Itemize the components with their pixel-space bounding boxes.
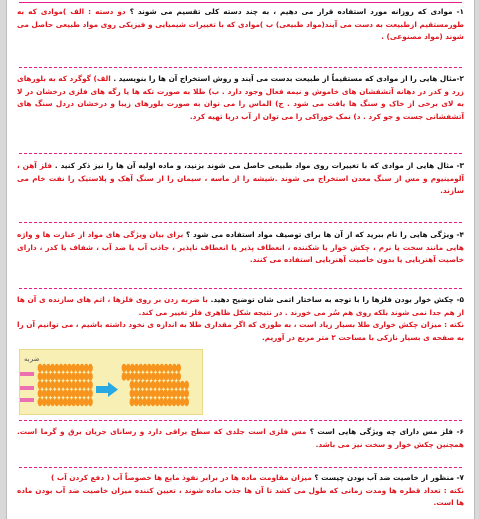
atom bbox=[54, 389, 59, 397]
atom bbox=[155, 398, 160, 406]
atom bbox=[75, 364, 80, 372]
atom bbox=[71, 398, 76, 406]
question-6 bbox=[17, 426, 464, 451]
question-2-text: ۲-مثال هایی را از موادی که مستقیماً از طبیعت بدست می آیند و روش استخراج آن ها را بنویسید . bbox=[110, 74, 464, 83]
atom bbox=[126, 372, 131, 380]
atom bbox=[180, 398, 185, 406]
atom bbox=[172, 398, 177, 406]
atom bbox=[138, 381, 143, 389]
answer-4-text: برای بیان ویژگی های مواد از عبارت ها و واژه هایی مانند سخت یا نرم ، چکش خوار یا شکننده ، انعطاف پذیر یا انعطاف ناپذیر ، جاذب آب یا ضد آب ، شفاف یا کدر ، دارای خاصیت آهنربایی یا بدون خاصیت آهنربایی استفاده می کنند. bbox=[17, 230, 464, 265]
divider bbox=[19, 153, 462, 154]
atom bbox=[59, 389, 64, 397]
atom bbox=[134, 364, 139, 372]
atom bbox=[151, 381, 156, 389]
atom bbox=[75, 398, 80, 406]
atom bbox=[80, 389, 85, 397]
atom bbox=[138, 364, 143, 372]
answer-7-text: میزان مقاومت ماده ها در برابر نفوذ مایع ها خصوصاً آب ( دفع کردن آب ) bbox=[51, 473, 312, 482]
atom bbox=[138, 389, 143, 397]
atom bbox=[167, 389, 172, 397]
answer-7-note: نکته : تعداد قطره ها ومدت زمانی که طول می کشد تا آن ها جذب ماده شوند ، تعیین کننده میزان خاصیت ضد آب بودن ماده ها است. bbox=[17, 485, 464, 508]
atom bbox=[151, 389, 156, 397]
atom bbox=[159, 364, 164, 372]
atom bbox=[130, 364, 135, 372]
atom bbox=[38, 389, 43, 397]
atom bbox=[38, 398, 43, 406]
atom bbox=[63, 364, 68, 372]
atom bbox=[184, 389, 189, 397]
atom bbox=[42, 389, 47, 397]
atom bbox=[59, 398, 64, 406]
question-3 bbox=[17, 160, 464, 198]
atom bbox=[172, 372, 177, 380]
atom bbox=[134, 372, 139, 380]
atom bbox=[71, 364, 76, 372]
atom bbox=[168, 364, 173, 372]
atom bbox=[164, 372, 169, 380]
atom bbox=[163, 381, 168, 389]
atom bbox=[50, 381, 55, 389]
atom bbox=[63, 381, 68, 389]
atom bbox=[138, 372, 143, 380]
atom bbox=[38, 381, 43, 389]
atom bbox=[176, 381, 181, 389]
atom bbox=[151, 372, 156, 380]
atom bbox=[59, 364, 64, 372]
atom bbox=[180, 389, 185, 397]
atom bbox=[122, 364, 127, 372]
question-4 bbox=[17, 229, 464, 267]
atom-grid-after bbox=[122, 364, 189, 406]
atom bbox=[63, 398, 68, 406]
question-3-text: ۳- مثال هایی از موادی که با تغییرات روی مواد طبیعی حاصل می شوند بزنید، و ماده اولیه آن ها را نیز ذکر کنید . bbox=[52, 161, 464, 170]
answer-3-text: فلز آهن ، آلومینیوم و مس از سنگ معدن استخراج می شوند .شیشه را از ماسه ، سیمان را از سنگ آهک و پلاستیک را نفت خام می سازند. bbox=[17, 161, 464, 196]
atom bbox=[122, 372, 127, 380]
question-1 bbox=[17, 6, 464, 44]
atom bbox=[130, 381, 135, 389]
atom bbox=[172, 381, 177, 389]
atom bbox=[88, 381, 93, 389]
atom bbox=[80, 398, 85, 406]
atom bbox=[130, 398, 135, 406]
atom bbox=[168, 372, 173, 380]
atom bbox=[159, 381, 164, 389]
atom bbox=[67, 389, 72, 397]
arrow-right-icon bbox=[96, 382, 118, 397]
atom bbox=[146, 381, 151, 389]
atom bbox=[167, 381, 172, 389]
atom bbox=[147, 372, 152, 380]
hit-label: ضربه bbox=[24, 355, 40, 363]
question-1-text: ۱- موادی که روزانه مورد استفاده قرار می دهیم ، به چند دسته کلی تقسیم می شوند ؟ bbox=[125, 7, 464, 16]
worksheet-page bbox=[6, 0, 475, 519]
question-6-text: ۶- فلز مس دارای چه ویژگی هایی است ؟ bbox=[306, 427, 464, 436]
atom bbox=[84, 364, 89, 372]
atom bbox=[46, 381, 51, 389]
atom bbox=[84, 381, 89, 389]
atom bbox=[71, 372, 76, 380]
atom bbox=[50, 372, 55, 380]
atom bbox=[38, 372, 43, 380]
atom bbox=[50, 389, 55, 397]
question-7 bbox=[17, 472, 464, 510]
answer-6-text: مس فلزی است جلدی که سطح براقی دارد و رسانای جریان برق و گرما است. همچنین چکش خوار و سخت نیز می باشد. bbox=[17, 427, 464, 449]
atom bbox=[67, 364, 72, 372]
atom bbox=[67, 398, 72, 406]
atom bbox=[42, 381, 47, 389]
atom bbox=[46, 372, 51, 380]
divider bbox=[19, 467, 462, 468]
atom bbox=[80, 372, 85, 380]
atom bbox=[54, 364, 59, 372]
hammer-arrow-icon bbox=[20, 372, 34, 402]
divider bbox=[19, 288, 462, 289]
atom bbox=[155, 372, 160, 380]
atom bbox=[59, 381, 64, 389]
atom bbox=[143, 364, 148, 372]
atom bbox=[142, 389, 147, 397]
atom bbox=[50, 398, 55, 406]
atom bbox=[88, 398, 93, 406]
atom bbox=[172, 389, 177, 397]
atom bbox=[167, 398, 172, 406]
question-5 bbox=[17, 294, 464, 344]
atom bbox=[155, 364, 160, 372]
question-2 bbox=[17, 73, 464, 123]
atom bbox=[163, 398, 168, 406]
atom bbox=[159, 389, 164, 397]
atom bbox=[138, 398, 143, 406]
atom bbox=[38, 364, 43, 372]
atoms-illustration bbox=[20, 350, 202, 414]
atom bbox=[130, 372, 135, 380]
atom bbox=[184, 398, 189, 406]
atom bbox=[54, 372, 59, 380]
atom bbox=[46, 389, 51, 397]
atom bbox=[159, 372, 164, 380]
atom bbox=[84, 389, 89, 397]
atom bbox=[67, 381, 72, 389]
atom bbox=[172, 364, 177, 372]
atom bbox=[75, 381, 80, 389]
atom bbox=[75, 389, 80, 397]
atom bbox=[46, 398, 51, 406]
atom bbox=[147, 364, 152, 372]
atom bbox=[134, 389, 139, 397]
atom bbox=[88, 389, 93, 397]
atom bbox=[176, 372, 181, 380]
atom bbox=[88, 364, 93, 372]
atom bbox=[63, 389, 68, 397]
question-5-text: ۵- چکش خوار بودن فلزها را با توجه به ساختار اتمی شان توضیح دهید. bbox=[207, 295, 464, 304]
atom bbox=[163, 389, 168, 397]
atom bbox=[146, 389, 151, 397]
divider bbox=[19, 420, 462, 421]
atom bbox=[42, 372, 47, 380]
atom bbox=[176, 398, 181, 406]
atom bbox=[71, 381, 76, 389]
atom bbox=[71, 389, 76, 397]
atom bbox=[63, 372, 68, 380]
atom bbox=[176, 389, 181, 397]
atom bbox=[84, 398, 89, 406]
atom bbox=[80, 364, 85, 372]
question-7-text: ۷- منظور از خاصیت ضد آب بودن چیست ؟ bbox=[311, 473, 464, 482]
atom bbox=[176, 364, 181, 372]
atom bbox=[75, 372, 80, 380]
atom bbox=[151, 364, 156, 372]
atom bbox=[54, 381, 59, 389]
atom bbox=[155, 381, 160, 389]
answer-5-note: نکته : میزان چکش خواری طلا بسیار زیاد است ، به طوری که اگر مقداری طلا به اندازه ی نخود داشته باشیم ، می توانیم آن را به صفحه ی بسیار نازکی با مساحت ۲ متر مربع در آوریم. bbox=[17, 320, 464, 342]
answer-1-text: دو دسته : الف )موادی که به طورمستقیم ازطبیعت به دست می آیند(مواد طبیعی) ب )موادی که با تغییرات شیمیایی و فیزیکی روی مواد طبیعی حاصل می شوند (مواد مصنوعی) . bbox=[17, 7, 464, 42]
atom bbox=[42, 364, 47, 372]
atom bbox=[50, 364, 55, 372]
answer-5-text: با ضربه زدن بر روی فلزها ، اتم های سازنده ی آن ها از هم جدا نمی شوند بلکه روی هم سُر می خورند . در نتیجه شکل ظاهری فلز تغییر می کند. bbox=[17, 295, 464, 317]
atom bbox=[130, 389, 135, 397]
atom bbox=[184, 381, 189, 389]
divider bbox=[19, 222, 462, 223]
atom bbox=[164, 364, 169, 372]
atom bbox=[134, 381, 139, 389]
atom-grid-before bbox=[38, 364, 93, 406]
atom bbox=[159, 398, 164, 406]
atom bbox=[84, 372, 89, 380]
atom bbox=[134, 398, 139, 406]
atom bbox=[142, 398, 147, 406]
divider bbox=[19, 67, 462, 68]
atom bbox=[126, 364, 131, 372]
atom bbox=[143, 372, 148, 380]
atom bbox=[142, 381, 147, 389]
atom bbox=[146, 398, 151, 406]
atom bbox=[88, 372, 93, 380]
metal-malleability-figure bbox=[19, 349, 203, 415]
atom bbox=[151, 398, 156, 406]
atom bbox=[59, 372, 64, 380]
top-divider bbox=[19, 2, 462, 3]
atom bbox=[67, 372, 72, 380]
atom bbox=[54, 398, 59, 406]
atom bbox=[155, 389, 160, 397]
atom bbox=[42, 398, 47, 406]
atom bbox=[46, 364, 51, 372]
atom bbox=[80, 381, 85, 389]
atom bbox=[180, 381, 185, 389]
answer-2-text: الف) گوگرد که به بلورهای زرد و کدر در دهانه آتشفشان های خاموش و نیمه فعال وجود دارد . ب) طلا به صورت تکه ها یا رگه های فلزی درخشان در لا به لای برخی از خاک و سنگ ها یافت می شود . ج) الماس را می توان به صورت بلورهای زیبا و درخشان دردل سنگ های آتشفشانی جست و جو کرد . د) نمک خوراکی را می توان از آب دریا تهیه کرد. bbox=[17, 74, 464, 121]
question-4-text: ۴- ویژگی هایی را نام ببرید که از آن ها برای توصیف مواد استفاده می شود ؟ bbox=[183, 230, 465, 239]
